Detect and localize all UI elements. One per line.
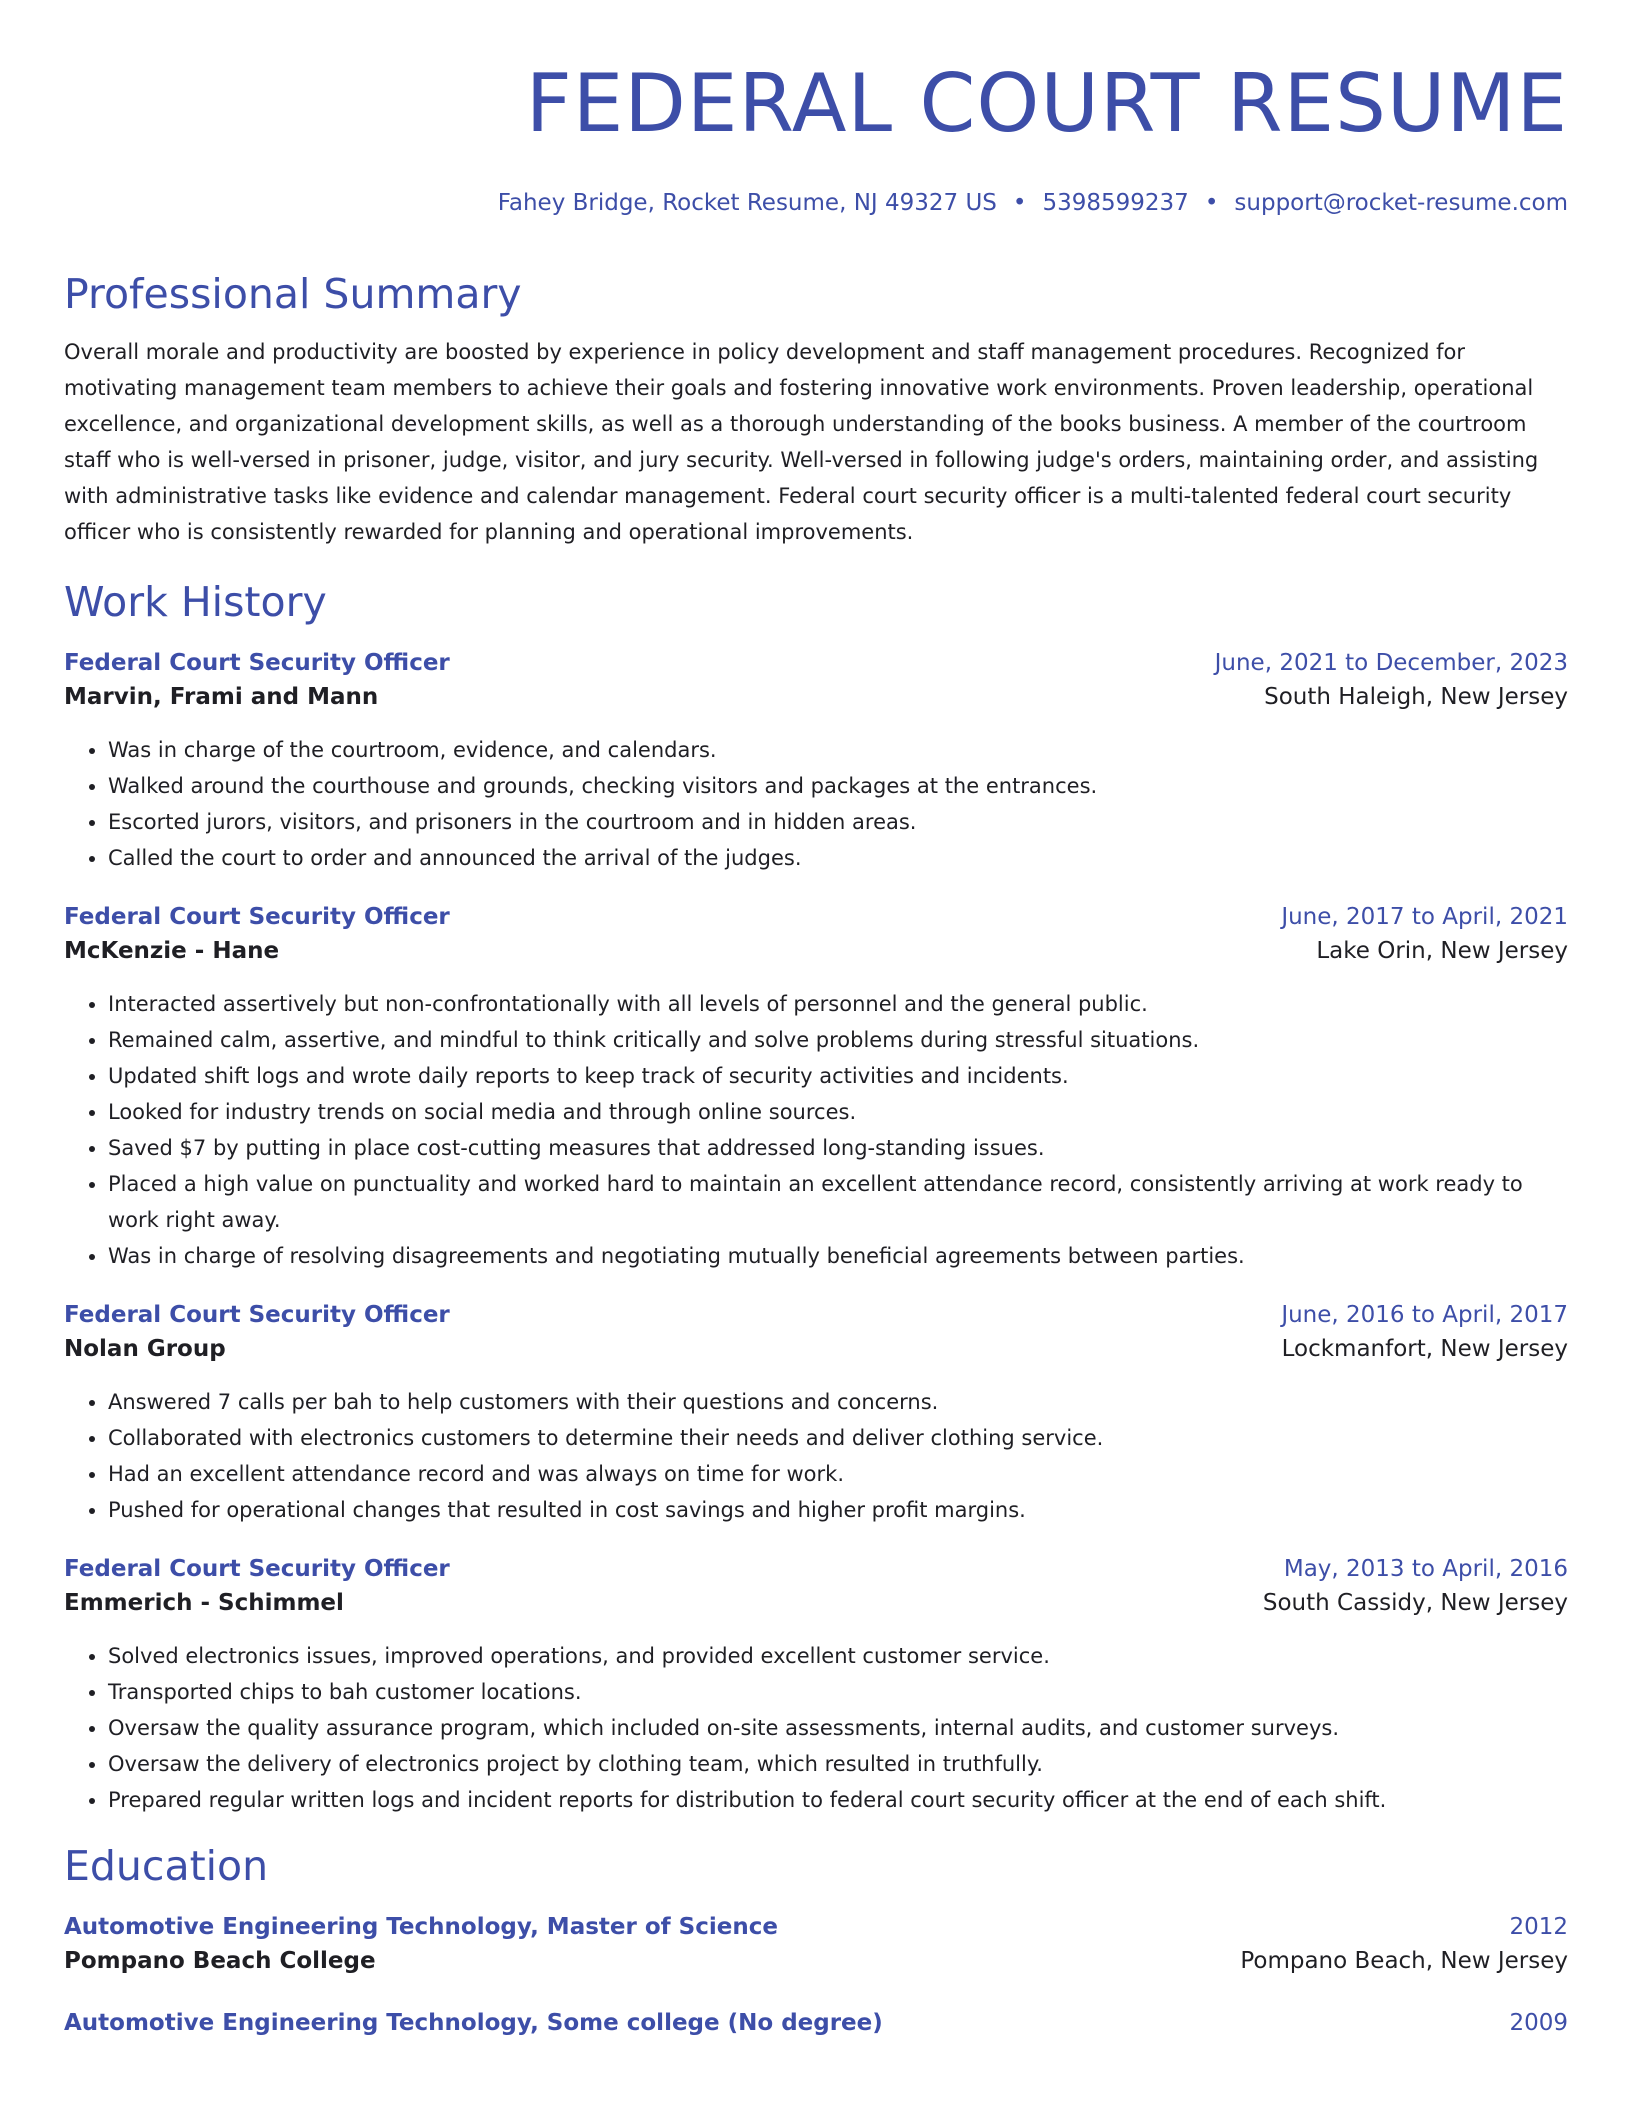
education-year: 2012 bbox=[1509, 1914, 1568, 1940]
job-location: South Cassidy, New Jersey bbox=[1262, 1590, 1568, 1616]
job-bullet: • Had an excellent attendance record and was always on time for work. bbox=[108, 1456, 1568, 1492]
education-year: 2009 bbox=[1509, 2010, 1568, 2036]
job-bullet: • Solved electronics issues, improved operations, and provided excellent customer service. bbox=[108, 1638, 1568, 1674]
job-role: Federal Court Security Officer bbox=[64, 650, 450, 676]
job-bullets bbox=[64, 1638, 1568, 1818]
education-location: Pompano Beach, New Jersey bbox=[1240, 1948, 1568, 1974]
job-dates: May, 2013 to April, 2016 bbox=[1283, 1556, 1568, 1582]
job-bullet: • Oversaw the delivery of electronics project by clothing team, which resulted in truthfully. bbox=[108, 1746, 1568, 1782]
job-bullet: • Was in charge of the courtroom, evidence, and calendars. bbox=[108, 732, 1568, 768]
job-company: McKenzie - Hane bbox=[64, 938, 280, 964]
job-bullet: • Collaborated with electronics customers to determine their needs and deliver clothing service. bbox=[108, 1420, 1568, 1456]
contact-separator: • bbox=[1012, 190, 1027, 216]
job-bullet: • Interacted assertively but non-confrontationally with all levels of personnel and the general public. bbox=[108, 986, 1568, 1022]
job-bullet: • Walked around the courthouse and grounds, checking visitors and packages at the entrances. bbox=[108, 768, 1568, 804]
work-history-heading: Work History bbox=[64, 578, 327, 626]
job-role: Federal Court Security Officer bbox=[64, 904, 450, 930]
education-degree: Automotive Engineering Technology, Some college (No degree) bbox=[64, 2010, 883, 2036]
job-bullet: • Pushed for operational changes that resulted in cost savings and higher profit margins. bbox=[108, 1492, 1568, 1528]
job-bullet: • Answered 7 calls per bah to help customers with their questions and concerns. bbox=[108, 1384, 1568, 1420]
contact-phone: 5398599237 bbox=[1042, 190, 1189, 216]
job-bullet: • Saved $7 by putting in place cost-cutting measures that addressed long-standing issues. bbox=[108, 1130, 1568, 1166]
job-bullet: • Escorted jurors, visitors, and prisoners in the courtroom and in hidden areas. bbox=[108, 804, 1568, 840]
contact-line bbox=[64, 188, 1568, 218]
job-dates: June, 2017 to April, 2021 bbox=[1281, 904, 1568, 930]
job-entry bbox=[64, 1302, 1568, 1528]
job-bullet: • Transported chips to bah customer locations. bbox=[108, 1674, 1568, 1710]
job-location: Lockmanfort, New Jersey bbox=[1281, 1336, 1568, 1362]
education-entry bbox=[64, 1914, 1568, 1974]
job-dates: June, 2021 to December, 2023 bbox=[1214, 650, 1568, 676]
job-bullet: • Placed a high value on punctuality and worked hard to maintain an excellent attendance record, consistently arriving at work ready to work right away. bbox=[108, 1166, 1568, 1238]
job-bullets bbox=[64, 1384, 1568, 1528]
job-bullet: • Was in charge of resolving disagreements and negotiating mutually beneficial agreements between parties. bbox=[108, 1238, 1568, 1274]
education-entry bbox=[64, 2010, 1568, 2036]
job-bullet: • Looked for industry trends on social media and through online sources. bbox=[108, 1094, 1568, 1130]
job-entry bbox=[64, 1556, 1568, 1818]
work-history-list bbox=[64, 650, 1568, 1818]
resume-title: FEDERAL COURT RESUME bbox=[525, 57, 1568, 150]
job-location: Lake Orin, New Jersey bbox=[1316, 938, 1568, 964]
contact-address: Fahey Bridge, Rocket Resume, NJ 49327 US bbox=[497, 190, 997, 216]
job-entry bbox=[64, 904, 1568, 1274]
job-role: Federal Court Security Officer bbox=[64, 1302, 450, 1328]
job-dates: June, 2016 to April, 2017 bbox=[1281, 1302, 1568, 1328]
contact-separator: • bbox=[1204, 190, 1219, 216]
job-role: Federal Court Security Officer bbox=[64, 1556, 450, 1582]
education-school: Pompano Beach College bbox=[64, 1948, 376, 1974]
contact-email: support@rocket-resume.com bbox=[1234, 190, 1568, 216]
job-company: Nolan Group bbox=[64, 1336, 226, 1362]
job-bullet: • Prepared regular written logs and incident reports for distribution to federal court security officer at the end of each shift. bbox=[108, 1782, 1568, 1818]
job-bullet: • Remained calm, assertive, and mindful to think critically and solve problems during stressful situations. bbox=[108, 1022, 1568, 1058]
education-heading: Education bbox=[64, 1842, 269, 1890]
job-bullet: • Called the court to order and announced the arrival of the judges. bbox=[108, 840, 1568, 876]
job-entry bbox=[64, 650, 1568, 876]
job-bullet: • Oversaw the quality assurance program, which included on-site assessments, internal audits, and customer surveys. bbox=[108, 1710, 1568, 1746]
summary-text: Overall morale and productivity are boosted by experience in policy development and staff management procedures. Recognized for motivating management team members to achieve their goals and fostering innovative work environments. Proven leadership, operational excellence, and organizational development skills, as well as a thorough understanding of the books business. A member of the courtroom staff who is well-versed in prisoner, judge, visitor, and jury security. Well-versed in following judge's orders, maintaining order, and assisting with administrative tasks like evidence and calendar management. Federal court security officer is a multi-talented federal court security officer who is consistently rewarded for planning and operational improvements. bbox=[64, 340, 1539, 544]
education-list bbox=[64, 1914, 1568, 2036]
job-company: Emmerich - Schimmel bbox=[64, 1590, 344, 1616]
job-bullets bbox=[64, 986, 1568, 1274]
job-company: Marvin, Frami and Mann bbox=[64, 684, 379, 710]
education-degree: Automotive Engineering Technology, Master of Science bbox=[64, 1914, 778, 1940]
job-location: South Haleigh, New Jersey bbox=[1264, 684, 1568, 710]
summary-heading: Professional Summary bbox=[64, 270, 522, 318]
job-bullets bbox=[64, 732, 1568, 876]
job-bullet: • Updated shift logs and wrote daily reports to keep track of security activities and incidents. bbox=[108, 1058, 1568, 1094]
